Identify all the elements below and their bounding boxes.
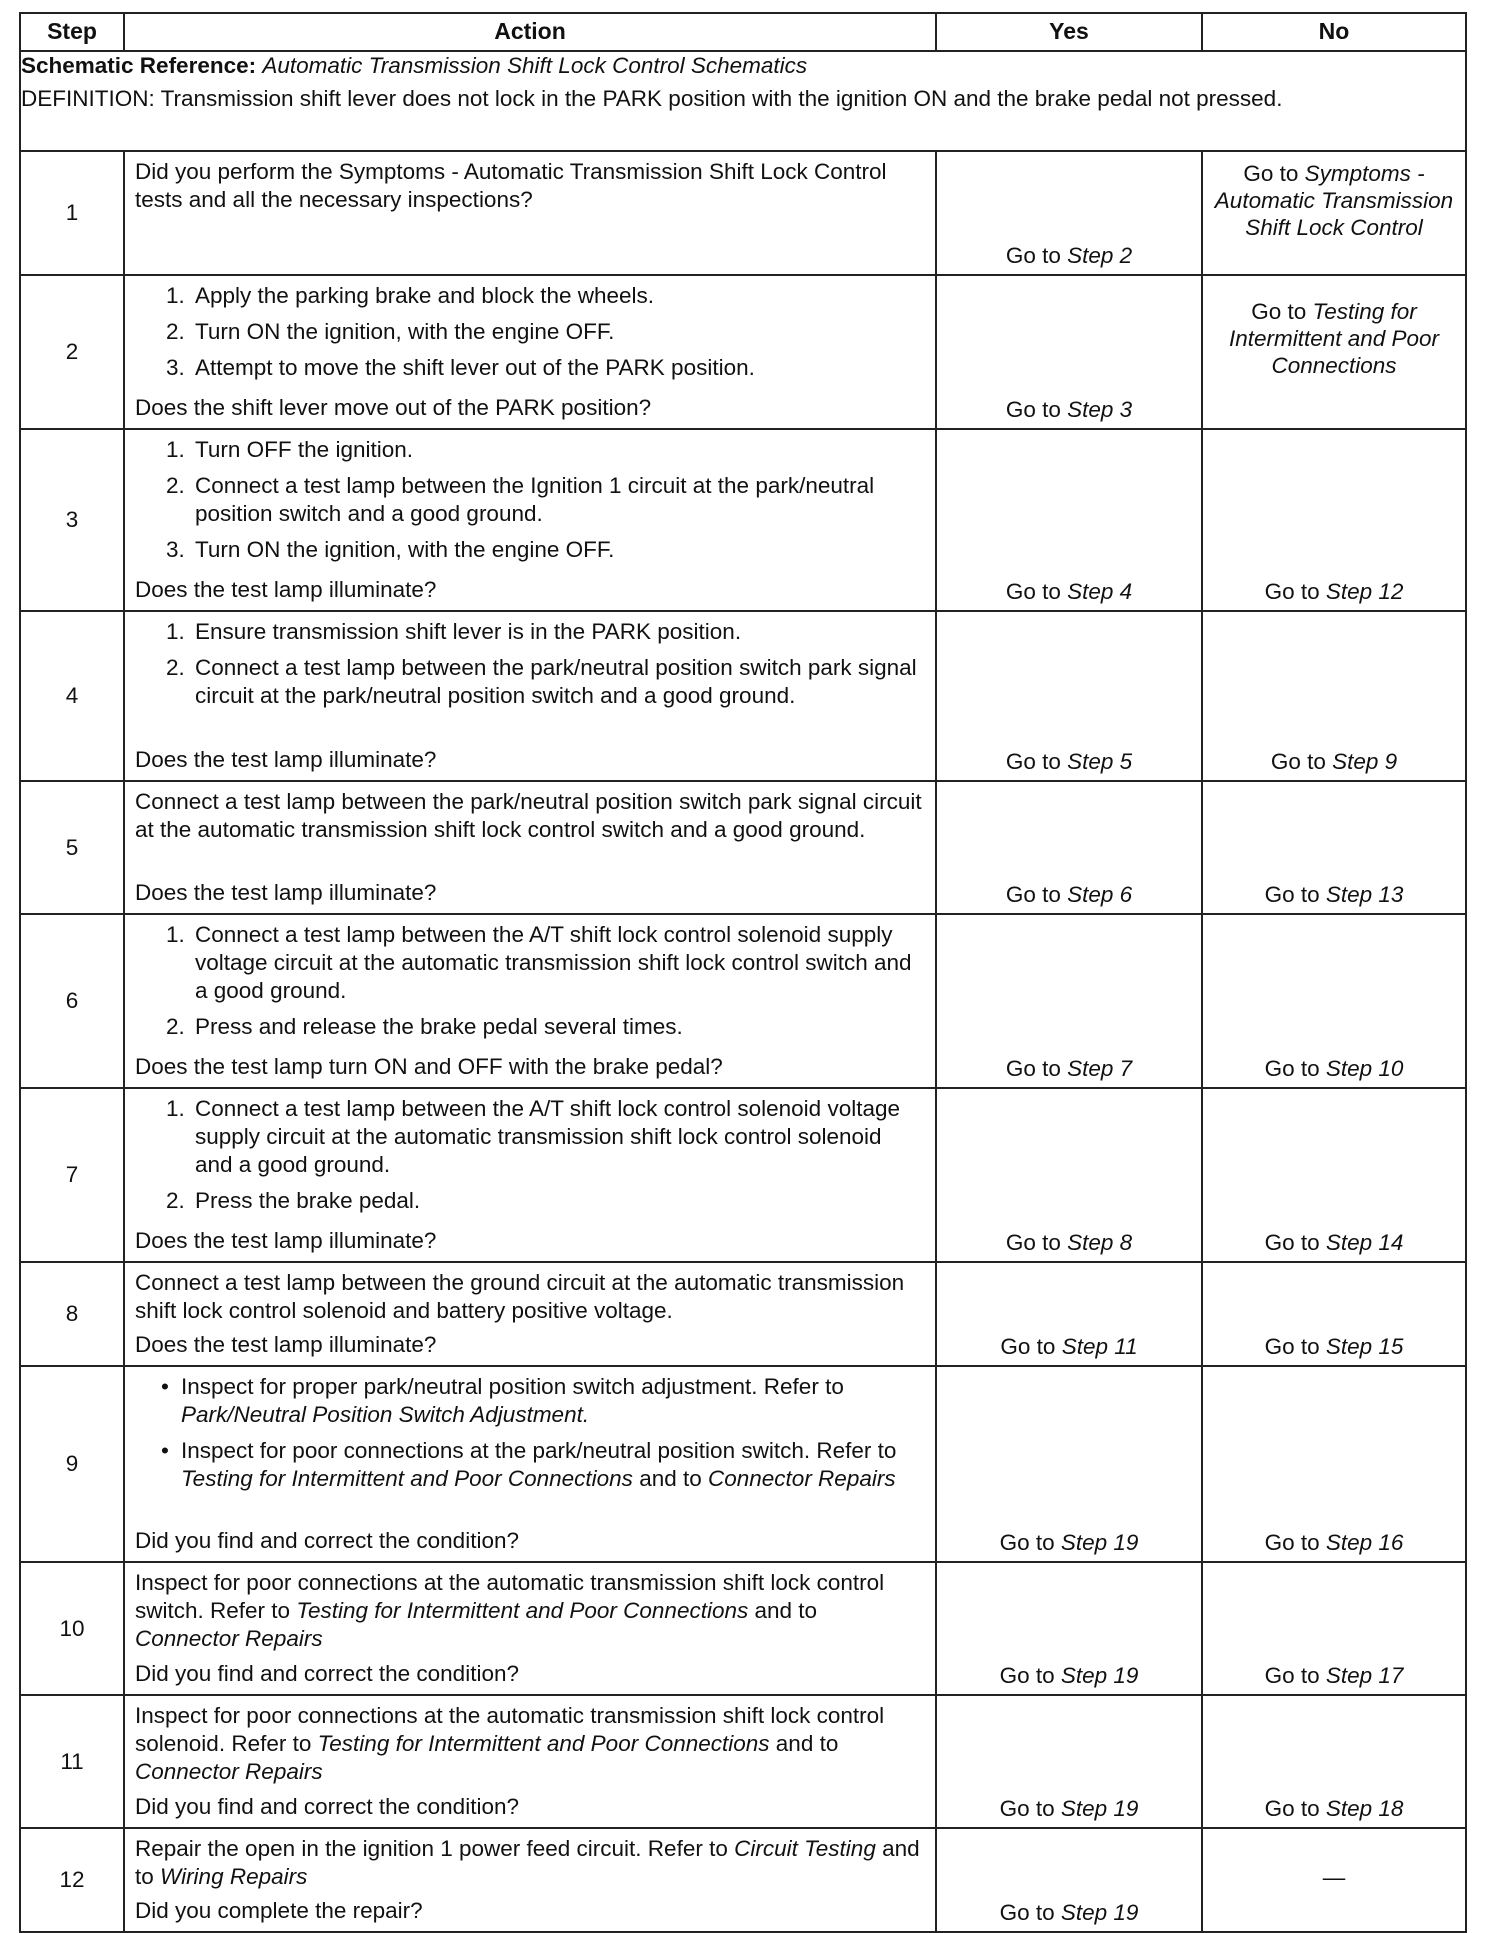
yes-target: Step 19 [1060, 1663, 1139, 1688]
table-row [20, 151, 1466, 275]
no-target: Step 17 [1325, 1663, 1404, 1688]
action-cell [124, 1828, 936, 1932]
action-question: Does the test lamp illuminate? [135, 1228, 437, 1253]
yes-target: Step 19 [1060, 1530, 1139, 1555]
list-item: 2. Connect a test lamp between the park/neutral position switch park signal circuit at the park/neutral position switch and a good ground. [191, 654, 925, 710]
action-cell [124, 151, 936, 275]
action-list [135, 618, 925, 718]
no-target: Step 15 [1325, 1334, 1404, 1359]
list-item: 1. Connect a test lamp between the A/T shift lock control solenoid supply voltage circuit at the automatic transmission shift lock control switch and a good ground. [191, 921, 925, 1005]
reference-link: Circuit Testing [734, 1836, 876, 1861]
yes-cell: Go to Step 19 [936, 1366, 1202, 1562]
no-target: Step 9 [1332, 749, 1398, 774]
yes-cell: Go to Step 7 [936, 914, 1202, 1088]
action-content [135, 436, 925, 604]
action-list [135, 282, 925, 390]
yes-cell: Go to Step 5 [936, 611, 1202, 781]
yes-target: Step 3 [1067, 397, 1133, 422]
list-item: 3. Attempt to move the shift lever out of the PARK position. [191, 354, 925, 382]
yes-cell: Go to Step 6 [936, 781, 1202, 914]
yes-target: Step 19 [1060, 1796, 1139, 1821]
action-bullets [135, 1373, 925, 1501]
list-item: 2. Connect a test lamp between the Ignition 1 circuit at the park/neutral position switch and a good ground. [191, 472, 925, 528]
action-lead: Did you perform the Symptoms - Automatic Transmission Shift Lock Control tests and all the necessary inspections? [135, 159, 887, 212]
action-content [135, 1095, 925, 1255]
action-content [135, 1702, 925, 1821]
step-number: 4 [20, 611, 124, 781]
header-action: Action [124, 13, 936, 51]
step-number: 7 [20, 1088, 124, 1262]
no-target: Step 12 [1325, 579, 1404, 604]
action-question: Does the test lamp illuminate? [135, 577, 437, 602]
action-lead: Inspect for poor connections at the automatic transmission shift lock control switch. Refer to Testing for Intermittent and Poor Connections and to Connector Repairs [135, 1570, 885, 1651]
action-content [135, 1373, 925, 1555]
yes-cell: Go to Step 19 [936, 1828, 1202, 1932]
table-row [20, 914, 1466, 1088]
step-number: 3 [20, 429, 124, 611]
list-item: 1. Turn OFF the ignition. [191, 436, 925, 464]
list-item: 2. Press and release the brake pedal several times. [191, 1013, 925, 1041]
step-number: 8 [20, 1262, 124, 1366]
yes-cell: Go to Step 8 [936, 1088, 1202, 1262]
table-row [20, 1262, 1466, 1366]
yes-target: Step 7 [1067, 1056, 1133, 1081]
no-target: Symptoms - Automatic Transmission Shift Lock Control [1214, 161, 1454, 240]
no-target: Step 13 [1325, 882, 1404, 907]
action-content [135, 1835, 925, 1925]
yes-target: Step 6 [1067, 882, 1133, 907]
schematic-reference-label: Schematic Reference: [21, 53, 257, 78]
action-content [135, 618, 925, 774]
no-target: Step 10 [1325, 1056, 1404, 1081]
yes-target: Step 5 [1067, 749, 1133, 774]
action-content [135, 788, 925, 907]
no-target: Step 18 [1325, 1796, 1404, 1821]
no-cell: Go to Step 18 [1202, 1695, 1466, 1828]
action-question: Does the shift lever move out of the PARK position? [135, 395, 652, 420]
action-question: Did you find and correct the condition? [135, 1661, 519, 1686]
yes-target: Step 4 [1067, 579, 1133, 604]
step-number: 1 [20, 151, 124, 275]
action-lead: Inspect for poor connections at the automatic transmission shift lock control solenoid. Refer to Testing for Intermittent and Poor Connections and to Connector Repairs [135, 1703, 885, 1784]
no-cell: Go to Step 17 [1202, 1562, 1466, 1695]
no-target: Step 14 [1325, 1230, 1404, 1255]
action-cell [124, 1695, 936, 1828]
action-cell [124, 275, 936, 429]
table-row [20, 1366, 1466, 1562]
list-item: 1. Ensure transmission shift lever is in the PARK position. [191, 618, 925, 646]
yes-cell: Go to Step 19 [936, 1695, 1202, 1828]
action-question: Did you complete the repair? [135, 1898, 423, 1923]
header-yes: Yes [936, 13, 1202, 51]
action-cell [124, 429, 936, 611]
yes-cell: Go to Step 11 [936, 1262, 1202, 1366]
no-cell: Go to Step 10 [1202, 914, 1466, 1088]
header-row [20, 13, 1466, 51]
no-cell: Go to Step 16 [1202, 1366, 1466, 1562]
no-cell: Go to Step 12 [1202, 429, 1466, 611]
action-question: Did you find and correct the condition? [135, 1528, 519, 1553]
action-content [135, 282, 925, 422]
table-row [20, 1088, 1466, 1262]
table-row [20, 781, 1466, 914]
action-list [135, 1095, 925, 1223]
no-cell: Go to Step 9 [1202, 611, 1466, 781]
no-target: Step 16 [1325, 1530, 1404, 1555]
table-row [20, 1562, 1466, 1695]
bullet-item: • Inspect for proper park/neutral position switch adjustment. Refer to Park/Neutral Position Switch Adjustment. [181, 1373, 925, 1429]
list-item: 3. Turn ON the ignition, with the engine OFF. [191, 536, 925, 564]
yes-cell: Go to Step 4 [936, 429, 1202, 611]
step-number: 6 [20, 914, 124, 1088]
yes-target: Step 8 [1067, 1230, 1133, 1255]
action-cell [124, 1088, 936, 1262]
yes-cell: Go to Step 19 [936, 1562, 1202, 1695]
action-content [135, 1569, 925, 1688]
action-list [135, 921, 925, 1049]
action-question: Did you find and correct the condition? [135, 1794, 519, 1819]
step-number: 9 [20, 1366, 124, 1562]
definition-text: DEFINITION: Transmission shift lever does not lock in the PARK position with the ignition ON and the brake pedal not pressed. [21, 86, 1283, 111]
action-question: Does the test lamp illuminate? [135, 747, 437, 772]
no-cell [1202, 1828, 1466, 1932]
no-cell: Go to Step 14 [1202, 1088, 1466, 1262]
yes-cell: Go to Step 2 [936, 151, 1202, 275]
yes-target: Step 19 [1060, 1900, 1139, 1925]
bullet-item: • Inspect for poor connections at the park/neutral position switch. Refer to Testing for Intermittent and Poor Connections and to Connector Repairs [181, 1437, 925, 1493]
step-number: 10 [20, 1562, 124, 1695]
header-step: Step [20, 13, 124, 51]
action-content [135, 158, 925, 268]
step-number: 2 [20, 275, 124, 429]
step-number: 12 [20, 1828, 124, 1932]
action-cell [124, 1366, 936, 1562]
action-cell [124, 781, 936, 914]
yes-target: Step 11 [1061, 1334, 1138, 1359]
action-question: Does the test lamp illuminate? [135, 1332, 437, 1357]
table-row [20, 611, 1466, 781]
reference-link: Testing for Intermittent and Poor Connections [317, 1731, 770, 1756]
reference-row [20, 51, 1466, 151]
no-cell: Go to Testing for Intermittent and Poor Connections [1202, 275, 1466, 429]
table-row [20, 1695, 1466, 1828]
reference-link: Park/Neutral Position Switch Adjustment. [181, 1402, 590, 1427]
list-item: 1. Apply the parking brake and block the wheels. [191, 282, 925, 310]
reference-link: Testing for Intermittent and Poor Connections [181, 1466, 633, 1491]
yes-cell: Go to Step 3 [936, 275, 1202, 429]
list-item: 1. Connect a test lamp between the A/T shift lock control solenoid voltage supply circuit at the automatic transmission shift lock control solenoid and a good ground. [191, 1095, 925, 1179]
action-cell [124, 611, 936, 781]
reference-link: Connector Repairs [135, 1626, 323, 1651]
action-cell [124, 1262, 936, 1366]
yes-target: Step 2 [1067, 243, 1133, 268]
table-row [20, 275, 1466, 429]
action-content [135, 1269, 925, 1359]
list-item: 2. Press the brake pedal. [191, 1187, 925, 1215]
reference-link: Testing for Intermittent and Poor Connections [296, 1598, 749, 1623]
reference-link: Connector Repairs [708, 1466, 896, 1491]
no-cell: Go to Step 15 [1202, 1262, 1466, 1366]
schematic-reference-link: Automatic Transmission Shift Lock Control Schematics [262, 53, 808, 78]
reference-link: Wiring Repairs [160, 1864, 308, 1889]
header-no: No [1202, 13, 1466, 51]
action-lead: Repair the open in the ignition 1 power feed circuit. Refer to Circuit Testing and to Wiring Repairs [135, 1836, 920, 1889]
action-cell [124, 914, 936, 1088]
action-lead: Connect a test lamp between the ground circuit at the automatic transmission shift lock control solenoid and battery positive voltage. [135, 1270, 905, 1323]
no-cell: Go to Symptoms - Automatic Transmission Shift Lock Control [1202, 151, 1466, 275]
no-target: Testing for Intermittent and Poor Connections [1228, 299, 1440, 378]
action-list [135, 436, 925, 572]
reference-cell [20, 51, 1466, 151]
table-row [20, 429, 1466, 611]
no-cell: Go to Step 13 [1202, 781, 1466, 914]
diagnostic-table [19, 12, 1467, 1933]
dash: — [1322, 1865, 1346, 1890]
action-cell [124, 1562, 936, 1695]
step-number: 5 [20, 781, 124, 914]
action-question: Does the test lamp turn ON and OFF with the brake pedal? [135, 1054, 723, 1079]
step-number: 11 [20, 1695, 124, 1828]
action-question: Does the test lamp illuminate? [135, 880, 437, 905]
action-content [135, 921, 925, 1081]
list-item: 2. Turn ON the ignition, with the engine OFF. [191, 318, 925, 346]
table-row [20, 1828, 1466, 1932]
action-lead: Connect a test lamp between the park/neutral position switch park signal circuit at the automatic transmission shift lock control switch and a good ground. [135, 789, 922, 842]
reference-link: Connector Repairs [135, 1759, 323, 1784]
